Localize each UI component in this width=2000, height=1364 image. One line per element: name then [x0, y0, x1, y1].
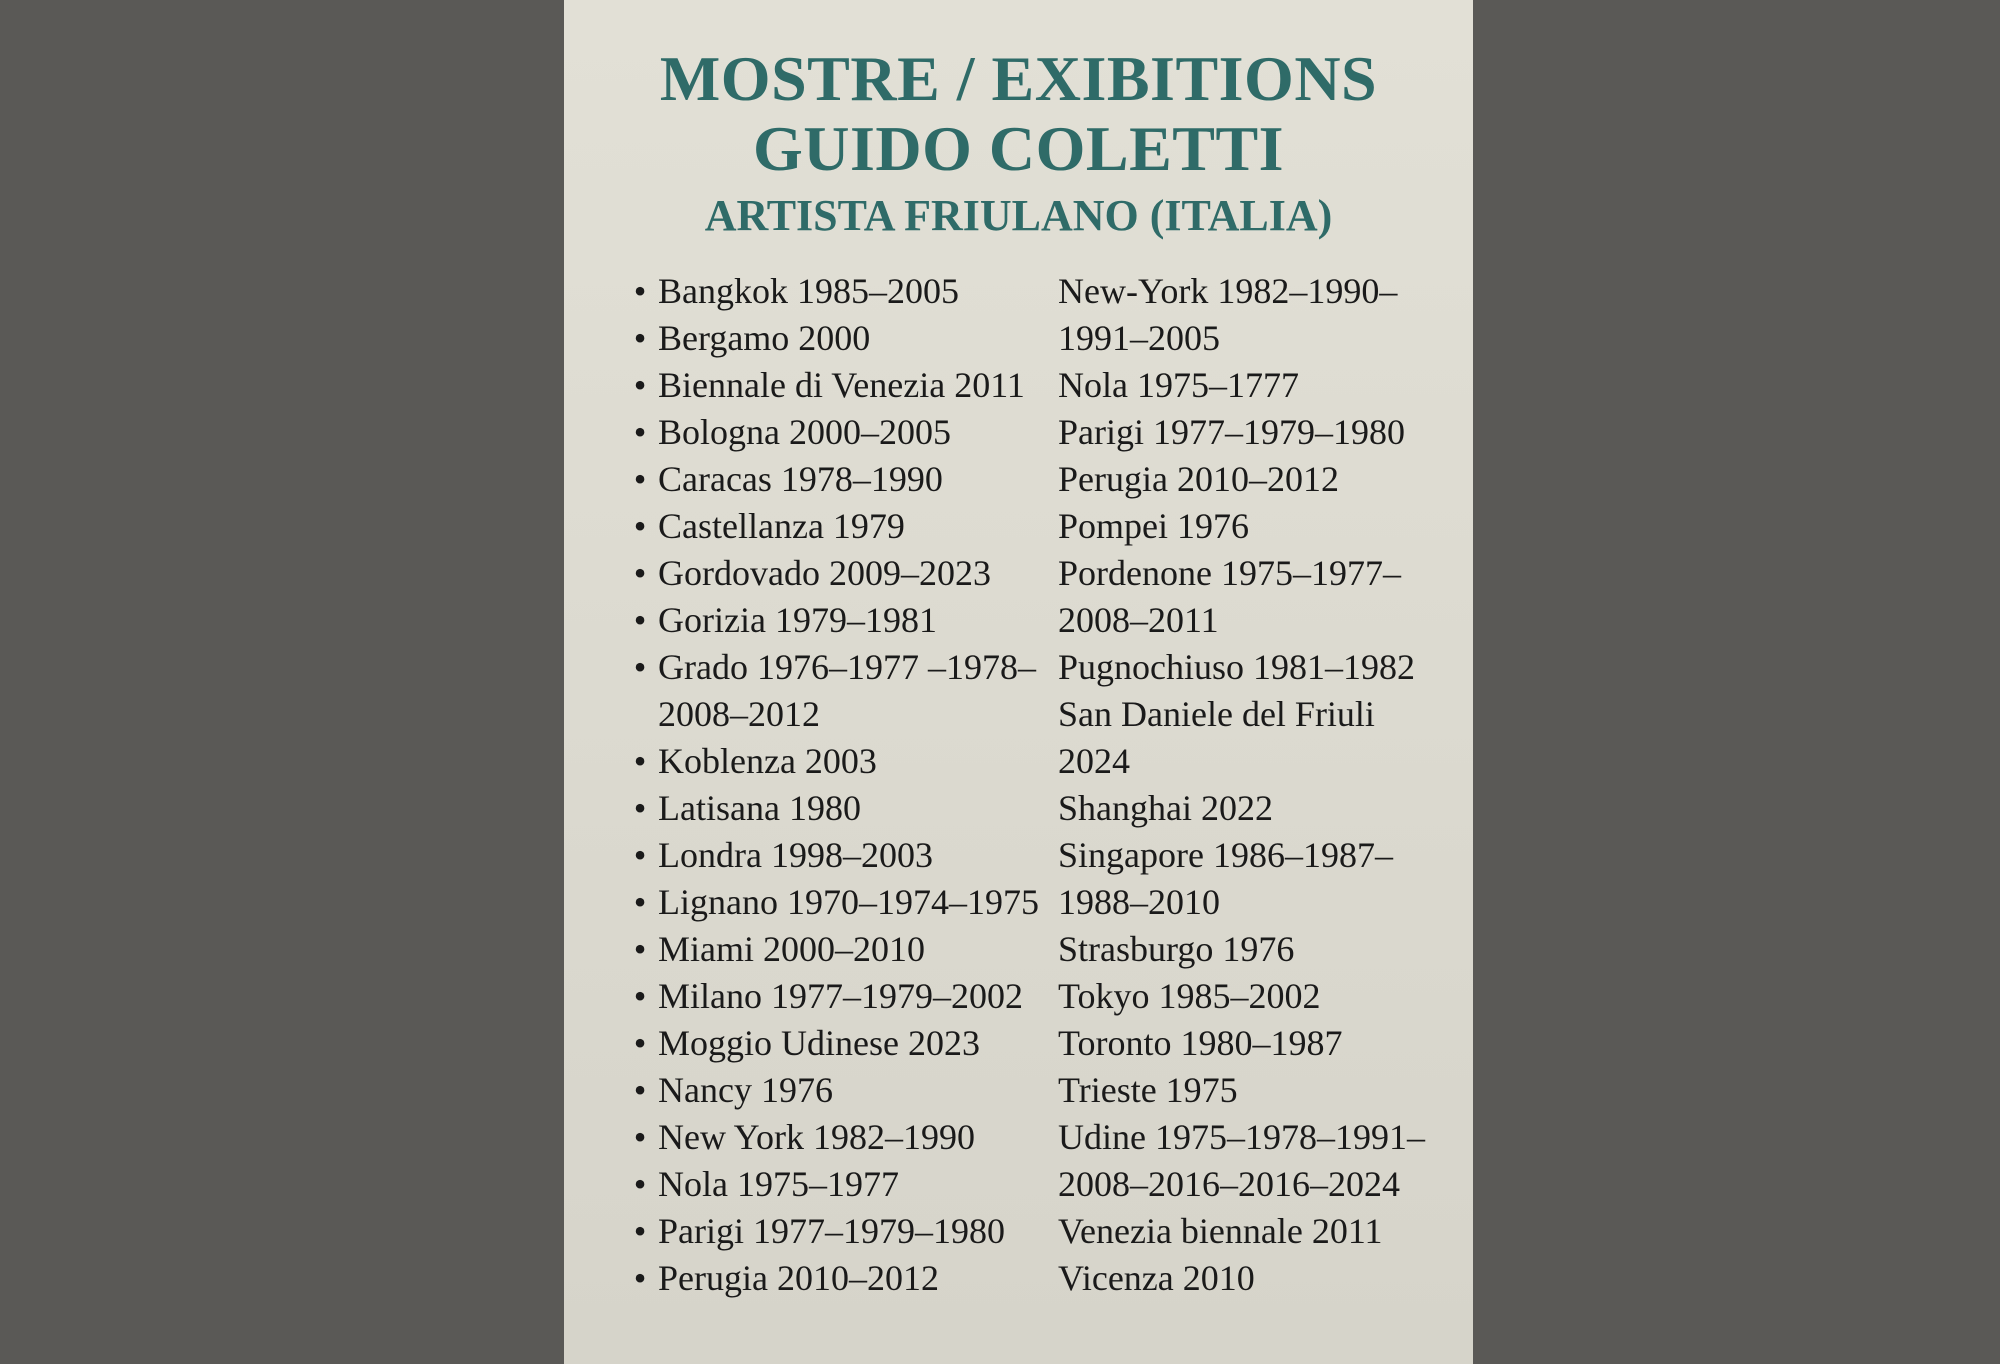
list-item-right: Tokyo 1985–2002 [1058, 976, 1321, 1016]
list-item-right: Trieste 1975 [1058, 1070, 1238, 1110]
list-item-left: Milano 1977–1979–2002 [658, 976, 1023, 1016]
list-row [630, 597, 1443, 644]
title-line-artist-name: GUIDO COLETTI [752, 113, 1285, 184]
list-item-left: Gorizia 1979–1981 [658, 600, 937, 640]
header [564, 44, 1473, 246]
list-item-right: 1988–2010 [1058, 882, 1220, 922]
list-row [630, 550, 1443, 597]
list-item-left: Nola 1975–1977 [658, 1164, 899, 1204]
bullet-icon: • [633, 929, 647, 969]
list-item-right: 2024 [1058, 741, 1130, 781]
list-item-left: Koblenza 2003 [658, 741, 877, 781]
list-item-left: 2008–2012 [658, 694, 820, 734]
bullet-icon: • [633, 835, 647, 875]
list-item-left: Bergamo 2000 [658, 318, 871, 358]
list-row [630, 691, 1443, 738]
list-item-left: Gordovado 2009–2023 [658, 553, 991, 593]
list-item-right: Parigi 1977–1979–1980 [1058, 412, 1405, 452]
list-row [630, 409, 1443, 456]
list-item-right: Pugnochiuso 1981–1982 [1058, 647, 1416, 687]
list-row [630, 926, 1443, 973]
list-item-right: New-York 1982–1990– [1058, 271, 1398, 311]
list-item-left: Perugia 2010–2012 [658, 1258, 939, 1298]
list-item-right: Vicenza 2010 [1058, 1258, 1255, 1298]
list-item-right: Udine 1975–1978–1991– [1058, 1117, 1425, 1157]
list-row [630, 268, 1443, 315]
bullet-icon: • [633, 976, 647, 1016]
list-item-left: Bologna 2000–2005 [658, 412, 951, 452]
list-item-right: 2008–2016–2016–2024 [1058, 1164, 1400, 1204]
list-row [630, 503, 1443, 550]
list-row [630, 832, 1443, 879]
list-row [630, 1020, 1443, 1067]
bullet-icon: • [633, 647, 647, 687]
list-item-right: Venezia biennale 2011 [1058, 1211, 1383, 1251]
subtitle-artist-origin: ARTISTA FRIULANO (ITALIA) [704, 191, 1333, 240]
list-item-right: 2008–2011 [1058, 600, 1219, 640]
list-item-left: Parigi 1977–1979–1980 [658, 1211, 1005, 1251]
bullet-icon: • [633, 365, 647, 405]
list-item-left: Nancy 1976 [658, 1070, 833, 1110]
list-item-left: Miami 2000–2010 [658, 929, 925, 969]
bullet-icon: • [633, 1164, 647, 1204]
list-row [630, 1161, 1443, 1208]
list-item-right: San Daniele del Friuli [1058, 694, 1375, 734]
list-item-left: Bangkok 1985–2005 [658, 271, 959, 311]
list-item-right: Pompei 1976 [1058, 506, 1250, 546]
list-item-left: Londra 1998–2003 [658, 835, 933, 875]
list-item-right: 1991–2005 [1058, 318, 1220, 358]
list-item-right: Strasburgo 1976 [1058, 929, 1295, 969]
list-item-right: Shanghai 2022 [1058, 788, 1273, 828]
title-line-exhibitions: MOSTRE / EXIBITIONS [659, 43, 1378, 114]
bullet-icon: • [633, 553, 647, 593]
list-item-left: New York 1982–1990 [658, 1117, 976, 1157]
bullet-icon: • [633, 271, 647, 311]
list-item-left: Moggio Udinese 2023 [658, 1023, 980, 1063]
bullet-icon: • [633, 1258, 647, 1298]
list-item-left: Lignano 1970–1974–1975 [658, 882, 1039, 922]
list-row [630, 738, 1443, 785]
list-row [630, 1067, 1443, 1114]
list-row [630, 362, 1443, 409]
list-row [630, 1255, 1443, 1302]
list-item-right: Perugia 2010–2012 [1058, 459, 1339, 499]
bullet-icon: • [633, 600, 647, 640]
bullet-icon: • [633, 1023, 647, 1063]
list-row [630, 1208, 1443, 1255]
exhibition-list [630, 268, 1443, 1302]
bullet-icon: • [633, 741, 647, 781]
list-item-right: Nola 1975–1777 [1058, 365, 1299, 405]
list-row [630, 644, 1443, 691]
list-row [630, 879, 1443, 926]
bullet-icon: • [633, 1117, 647, 1157]
list-row [630, 315, 1443, 362]
list-item-right: Pordenone 1975–1977– [1058, 553, 1401, 593]
list-row [630, 456, 1443, 503]
list-item-left: Castellanza 1979 [658, 506, 905, 546]
list-item-right: Singapore 1986–1987– [1058, 835, 1393, 875]
list-row [630, 785, 1443, 832]
bullet-icon: • [633, 412, 647, 452]
list-row [630, 973, 1443, 1020]
bullet-icon: • [633, 1211, 647, 1251]
list-item-left: Caracas 1978–1990 [658, 459, 943, 499]
bullet-icon: • [633, 788, 647, 828]
list-item-right: Toronto 1980–1987 [1058, 1023, 1343, 1063]
exhibitions-panel [564, 0, 1473, 1364]
list-item-left: Biennale di Venezia 2011 [658, 365, 1025, 405]
bullet-icon: • [633, 882, 647, 922]
bullet-icon: • [633, 1070, 647, 1110]
bullet-icon: • [633, 506, 647, 546]
bullet-icon: • [633, 318, 647, 358]
list-item-left: Latisana 1980 [658, 788, 861, 828]
list-item-left: Grado 1976–1977 –1978– [658, 647, 1036, 687]
list-row [630, 1114, 1443, 1161]
bullet-icon: • [633, 459, 647, 499]
